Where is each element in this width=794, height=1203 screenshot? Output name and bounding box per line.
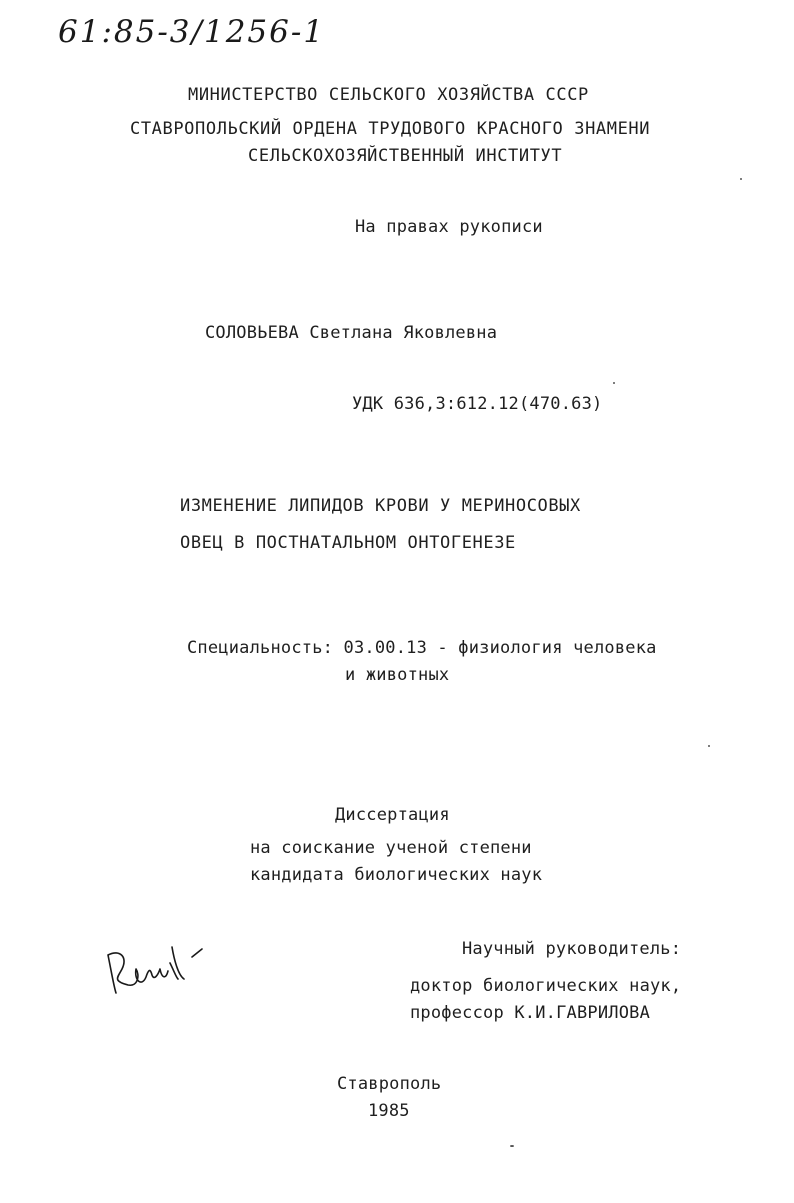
publication-place: Ставрополь: [337, 1074, 442, 1094]
supervisor-label: Научный руководитель:: [462, 939, 682, 959]
dissertation-title-line1: ИЗМЕНЕНИЕ ЛИПИДОВ КРОВИ У МЕРИНОСОВЫХ: [180, 496, 581, 516]
dissertation-type: Диссертация: [335, 805, 450, 825]
rights-note: На правах рукописи: [355, 217, 543, 237]
degree-purpose-line2: кандидата биологических наук: [250, 865, 543, 885]
institute-heading-line1: СТАВРОПОЛЬСКИЙ ОРДЕНА ТРУДОВОГО КРАСНОГО ЗНАМЕНИ: [130, 119, 651, 139]
dissertation-title-line2: ОВЕЦ В ПОСТНАТАЛЬНОМ ОНТОГЕНЕЗЕ: [180, 533, 516, 553]
scan-speck: [510, 1145, 514, 1147]
udk-code: УДК 636,3:612.12(470.63): [352, 394, 603, 414]
scan-speck: [708, 745, 710, 747]
author-name: СОЛОВЬЕВА Светлана Яковлевна: [205, 323, 498, 343]
specialty-line2: и животных: [345, 665, 450, 685]
publication-year: 1985: [368, 1101, 410, 1121]
handwritten-signature: [98, 935, 208, 1005]
specialty-line1: Специальность: 03.00.13 - физиология человека: [187, 638, 657, 658]
institute-heading-line2: СЕЛЬСКОХОЗЯЙСТВЕННЫЙ ИНСТИТУТ: [248, 146, 563, 166]
degree-purpose-line1: на соискание ученой степени: [250, 838, 532, 858]
scan-speck: [740, 178, 742, 180]
supervisor-name: профессор К.И.ГАВРИЛОВА: [410, 1003, 651, 1023]
ministry-heading: МИНИСТЕРСТВО СЕЛЬСКОГО ХОЗЯЙСТВА СССР: [188, 85, 589, 105]
supervisor-degree: доктор биологических наук,: [410, 976, 682, 996]
handwritten-archive-code: 61:85-3/1256-1: [58, 14, 326, 50]
scan-speck: [613, 382, 615, 384]
